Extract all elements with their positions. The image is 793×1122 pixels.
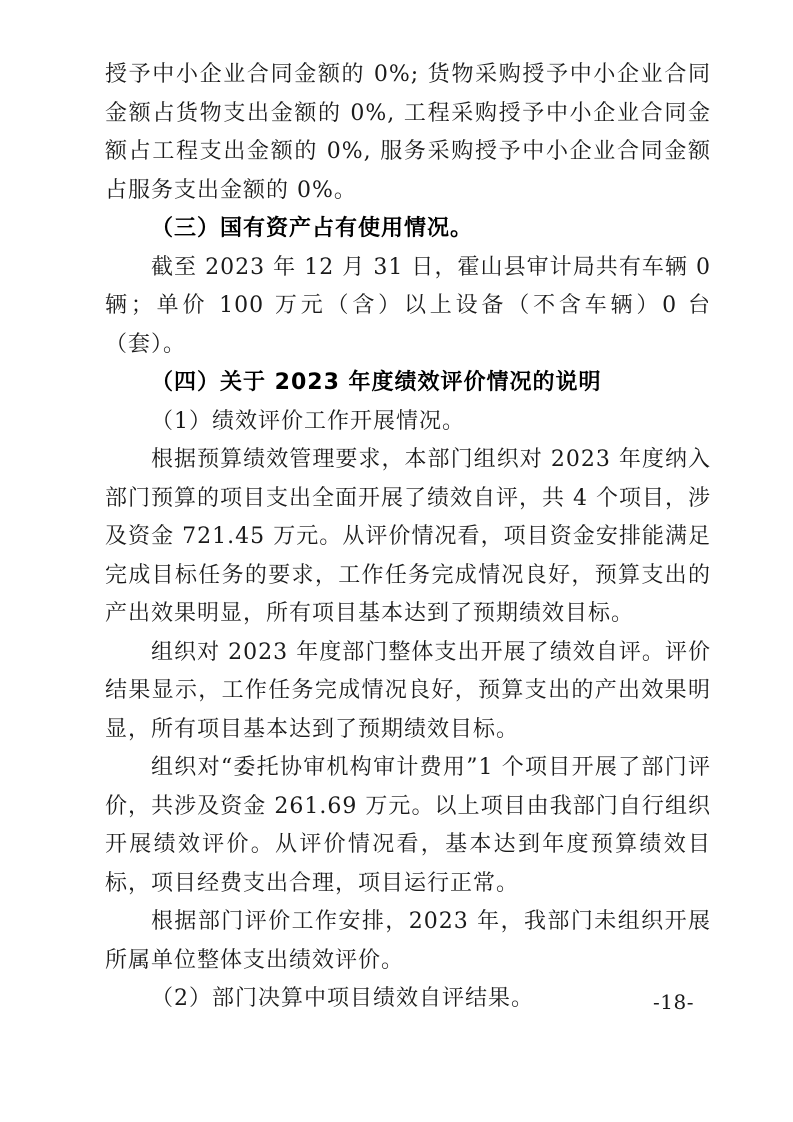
paragraph-overall-expenditure-self-evaluation: 组织对 2023 年度部门整体支出开展了绩效自评。评价结果显示，工作任务完成情况良好，预算支出的产出效果明显，所有项目基本达到了预期绩效目标。 <box>105 639 711 742</box>
paragraph-department-evaluation-audit-fees: 组织对“委托协审机构审计费用”1 个项目开展了部门评价，共涉及资金 261.69 万元。以上项目由我部门自行组织开展绩效评价。从评价情况看，基本达到年度预算绩效目标，项目经费支出合理，项目运行正常。 <box>105 755 711 896</box>
paragraph-state-assets-detail: 截至 2023 年 12 月 31 日，霍山县审计局共有车辆 0 辆；单价 100 万元（含）以上设备（不含车辆）0 台（套）。 <box>105 254 711 357</box>
heading-section-3-state-assets: （三）国有资产占有使用情况。 <box>151 216 474 241</box>
document-body <box>105 56 711 1019</box>
paragraph-self-evaluation-projects: 根据预算绩效管理要求，本部门组织对 2023 年度纳入部门预算的项目支出全面开展了绩效自评，共 4 个项目，涉及资金 721.45 万元。从评价情况看，项目资金安排能满足完成目标任务的要求，工作任务完成情况良好，预算支出的产出效果明显，所有项目基本达到了预期绩效目标。 <box>105 447 711 626</box>
paragraph-continuation-procurement-smes: 授予中小企业合同金额的 0%; 货物采购授予中小企业合同金额占货物支出金额的 0%, 工程采购授予中小企业合同金额占工程支出金额的 0%, 服务采购授予中小企业合同金额占服务支出金额的 0%。 <box>105 62 711 203</box>
paragraph-item-2-final-accounts-results: （2）部门决算中项目绩效自评结果。 <box>151 986 534 1011</box>
paragraph-no-subordinate-unit-evaluation: 根据部门评价工作安排，2023 年，我部门未组织开展所属单位整体支出绩效评价。 <box>105 909 711 973</box>
heading-section-4-performance-evaluation: （四）关于 2023 年度绩效评价情况的说明 <box>151 370 602 395</box>
paragraph-item-1-evaluation-work: （1）绩效评价工作开展情况。 <box>151 408 465 434</box>
page-number: -18- <box>653 990 694 1014</box>
